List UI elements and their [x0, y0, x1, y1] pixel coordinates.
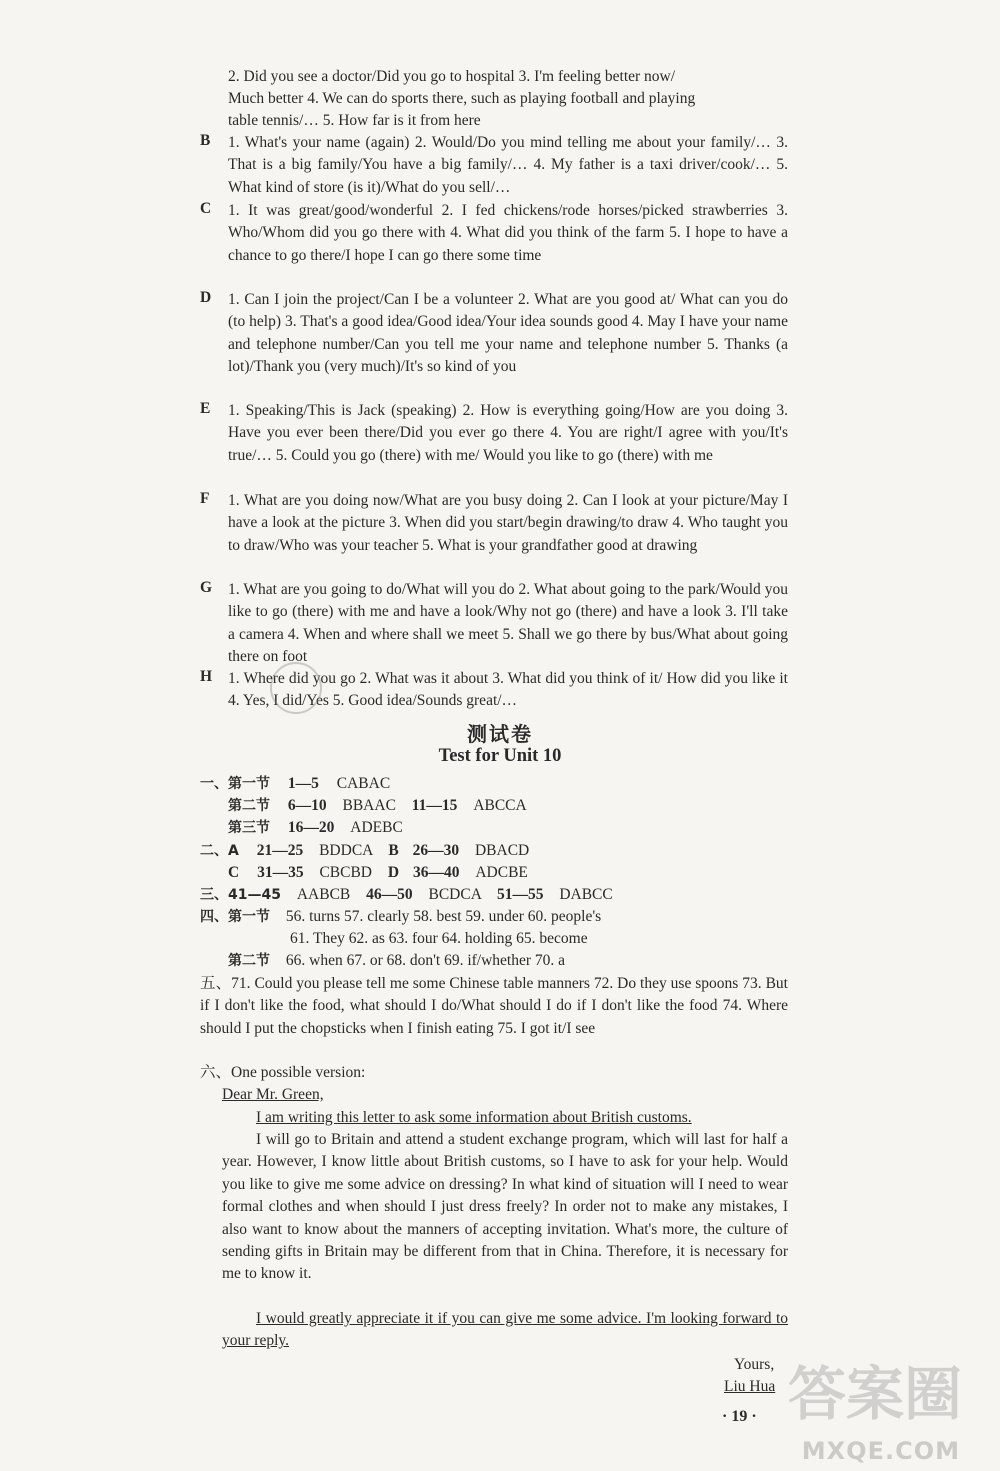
section-text-d: 1. Can I join the project/Can I be a volunteer 2. What are you good at/ What can you do (to help) 3. That's a good idea/Good idea/Your idea sounds good 4. May I have your name and telephone number/Can you tell me your name and telephone number 5. Thanks (a lot)/Thank you (very much)/It's so kind of you [228, 291, 788, 376]
section-text-b: 1. What's your name (again) 2. Would/Do you mind telling me about your family/… 3. That is a big family/You have a big family/… 4. My father is a taxi driver/cook/… 5. What kind of store (is it)/What do you sell/… [228, 134, 788, 196]
answer-row-2: 第二节 6—10 BBAAC 11—15 ABCCA [228, 797, 527, 814]
test-title-cn: 测试卷 [467, 722, 533, 746]
watermark-url: MXQE.COM [801, 1437, 960, 1465]
section-text-e: 1. Speaking/This is Jack (speaking) 2. How is everything going/How are you doing 3. Have you ever been there/Did you ever go there 4. You are right/I agree with you/It's true/… 5. Could you go (there) with me/ Would you like to go (there) with me [228, 402, 788, 464]
top-line-2: Much better 4. We can do sports there, such as playing football and playing [228, 90, 696, 107]
answer-row-3: 第三节 16—20 ADEBC [228, 819, 403, 836]
answer-row-7: 四、第一节 56. turns 57. clearly 58. best 59. under 60. people's [200, 908, 602, 925]
stamp-mark [270, 662, 322, 714]
letter-paragraph-2: I will go to Britain and attend a student exchange program, which will last for half a year. However, I know little about British customs, so I have to ask for your help. Would you like to give me some advice on dressing? In what kind of situation will I need to wear formal clothes and when should I just dress freely? In order not to make any mistakes, I also want to know about the manners of accepting invitation. What's more, the culture of sending gifts in Britain may be different from that in China. Therefore, it is necessary for me to know it. [222, 1131, 788, 1283]
letter-signature: Liu Hua [724, 1378, 776, 1395]
answer-row-5: C 31—35 CBCBD D 36—40 ADCBE [228, 864, 528, 881]
letter-closing: Yours, [734, 1356, 775, 1373]
answer-row-1: 一、第一节 1—5 CABAC [200, 775, 391, 792]
section-text-g: 1. What are you going to do/What will you do 2. What about going to the park/Would you like to go (there) with me and have a look/Why not go (there) and have a look 3. I'll take a camera 4. When and where shall we meet 5. Shall we go there by bus/What about going there on foot [228, 581, 788, 666]
section-letter-e: E [200, 400, 211, 417]
page-number: · 19 · [722, 1408, 757, 1425]
section-letter-g: G [200, 579, 213, 596]
section-letter-f: F [200, 490, 210, 507]
section-text-f: 1. What are you doing now/What are you busy doing 2. Can I look at your picture/May I have a look at the picture 3. When did you start/begin drawing/to draw 4. Who taught you to draw/Who was your teacher 5. What is your grandfather good at drawing [228, 492, 788, 554]
section-six-intro: 六、One possible version: [200, 1064, 366, 1081]
test-title-en: Test for Unit 10 [438, 746, 562, 766]
section-five-answers: 五、71. Could you please tell me some Chinese table manners 72. Do they use spoons 73. But if I don't like the food, what should I do/What should I do if I don't like the food 74. Where should I put the chopsticks when I finish eating 75. I got it/I see [200, 975, 788, 1037]
section-letter-d: D [200, 289, 212, 306]
section-text-c: 1. It was great/good/wonderful 2. I fed chickens/rode horses/picked strawberries 3. Who/Whom did you go there with 4. What did you think of the farm 5. I hope to have a chance to go there/I hope I can go there some time [228, 202, 788, 264]
letter-greeting: Dear Mr. Green, [222, 1086, 324, 1103]
section-letter-c: C [200, 200, 212, 217]
section-letter-b: B [200, 132, 211, 149]
section-letter-h: H [200, 668, 213, 685]
answer-row-4: 二、A 21—25 BDDCA B 26—30 DBACD [200, 842, 530, 859]
answer-row-6: 三、41—45 AABCB 46—50 BCDCA 51—55 DABCC [200, 886, 613, 903]
section-text-h: 1. Where did you go 2. What was it about 3. What did you think of it/ How did you like it 4. Yes, I did/Yes 5. Good idea/Sounds great/… [228, 670, 788, 710]
top-line-3: table tennis/… 5. How far is it from here [228, 112, 481, 129]
letter-paragraph-1: I am writing this letter to ask some information about British customs. [256, 1109, 692, 1126]
watermark-logo: 答案圈 [787, 1360, 962, 1428]
answer-row-9: 第二节 66. when 67. or 68. don't 69. if/whether 70. a [228, 952, 566, 969]
top-line-1: 2. Did you see a doctor/Did you go to hospital 3. I'm feeling better now/ [228, 68, 676, 85]
letter-paragraph-3: I would greatly appreciate it if you can give me some advice. I'm looking forward to your reply. [222, 1310, 788, 1350]
answer-row-8: 61. They 62. as 63. four 64. holding 65. become [290, 930, 588, 947]
